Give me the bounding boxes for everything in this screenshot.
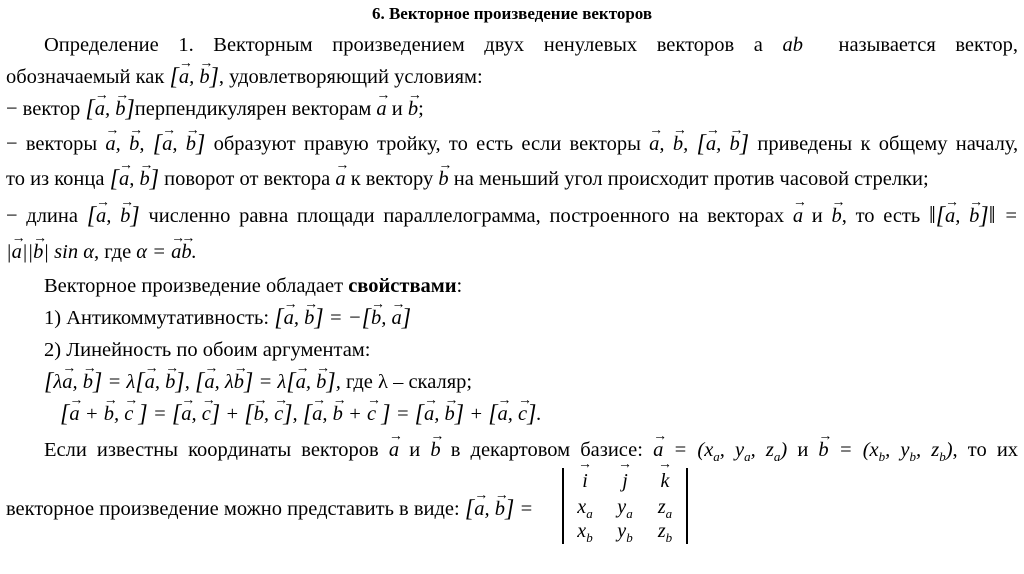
vec-b-c3: → b: [438, 166, 448, 192]
matrix-cell: $y_b$: [617, 520, 633, 545]
c3-end: на меньший угол происходит против часовой стрелки;: [453, 168, 929, 190]
matrix-cell: $x_b$: [577, 520, 593, 545]
c3-mid: поворот от вектора: [164, 168, 331, 190]
condition-3: [6, 166, 1018, 192]
prop-intro-start: Векторное произведение обладает: [44, 275, 344, 297]
coords-and: и: [409, 439, 421, 461]
matrix-row-3: [570, 520, 680, 546]
formula-cross-ab-c4: [→ a, → b]: [87, 205, 140, 227]
vec-b: → b: [408, 96, 418, 122]
formula-cross-ab: [→ a, → b]: [169, 66, 218, 88]
matrix-row-1: [570, 470, 680, 493]
prop-intro-end: :: [456, 275, 463, 297]
vec-a-coords: → a: [389, 437, 399, 463]
formula-anticommutative: [→ a, → b] = −[→ b, → a]: [274, 307, 411, 329]
formula-cross-ab-c1: [→ a, → b]: [85, 98, 134, 120]
property-2-formula-2: [60, 401, 1018, 427]
matrix-cell: → j: [610, 470, 640, 493]
matrix-cell: $z_b$: [657, 520, 673, 545]
condition-5: [6, 239, 1018, 265]
formula-a-coords: → $a = (x_a$, $y_a$, $z_a$): [653, 439, 787, 461]
matrix-cell: → k: [650, 470, 680, 493]
coords-and2: и: [797, 439, 809, 461]
coords-final: [6, 496, 1018, 522]
definition-text-2: обозначаемый как: [6, 66, 165, 88]
coords-end: , то их: [952, 439, 1019, 461]
coords-line: [44, 437, 1018, 470]
condition-1: [6, 96, 1018, 122]
formula-alpha: α = → a→ b.: [136, 241, 196, 263]
property-2: [44, 337, 1018, 363]
c5-where: , где: [94, 241, 132, 263]
formula-ab: ab⃗: [782, 34, 819, 56]
prop-intro-bold: свойствами: [348, 275, 457, 297]
definition-text: Векторным произведением двух ненулевых векторов а: [213, 34, 763, 56]
matrix-row-2: [570, 496, 680, 522]
determinant-matrix: [562, 468, 688, 544]
c4-and: и: [811, 205, 823, 227]
c4-mid: численно равна площади параллелограмма, построенного на векторах: [148, 205, 785, 227]
matrix-cell: → i: [570, 470, 600, 493]
matrix-cell: $z_a$: [657, 496, 673, 521]
c2-start: − векторы: [6, 133, 98, 155]
coords-start: Если известны координаты векторов: [44, 439, 379, 461]
coords-mid: в декартовом базисе:: [450, 439, 643, 461]
vec-a-c4: → a: [793, 203, 803, 229]
c3-start: то из конца: [6, 168, 105, 190]
formula-linear-scalar: [λ→ a, → b] = λ[→ a, → b], [→ a, λ→ b] = λ[→ a, → b],: [44, 371, 341, 393]
formula-triple-1: → a, → b, [→ a, → b]: [105, 133, 205, 155]
formula-cross-ab-c3: [→ a, → b]: [110, 168, 159, 190]
formula-linear-sum: [→ a + → b, → c ] = [→ a, → c] + [→ b, → c], [→ a, → b + → c ] = [→ a, → b] + [→ a, → c].: [60, 403, 542, 425]
definition-line-1: [44, 32, 1018, 58]
vec-a: → a: [376, 96, 386, 122]
c4-start: − длина: [6, 205, 78, 227]
c1-and: и: [391, 98, 403, 120]
definition-text-2-end: , удовлетворяющий условиям:: [218, 66, 483, 88]
c4-end: , то есть: [841, 205, 921, 227]
definition-line-2: [6, 64, 1018, 90]
condition-4: [6, 203, 1018, 229]
matrix-cell: $x_a$: [577, 496, 593, 521]
c3-mid2: к вектору: [350, 168, 434, 190]
definition-label: Определение 1.: [44, 34, 194, 56]
property-2-label: 2) Линейность по обоим аргументам:: [44, 339, 371, 361]
c2-end: приведены к общему началу,: [757, 133, 1019, 155]
vec-a-c3: → a: [335, 166, 345, 192]
formula-norm: ‖[→ a, → b]‖ =: [929, 205, 1018, 227]
c2-mid: образуют правую тройку, то есть если векторы: [213, 133, 641, 155]
coords-final-text: векторное произведение можно представить в виде:: [6, 498, 460, 520]
property-1: [44, 305, 1018, 331]
vec-b-coords: → b: [430, 437, 440, 463]
formula-area: |→ a||→ b| sin α: [6, 241, 94, 263]
c1-mid: перпендикулярен векторам: [134, 98, 372, 120]
property-2-scalar: где λ – скаляр;: [345, 371, 473, 393]
vec-b-c4: → b: [831, 203, 841, 229]
c1-end: ;: [418, 98, 424, 120]
properties-intro: [44, 273, 1018, 299]
property-1-label: 1) Антикоммутативность:: [44, 307, 270, 329]
definition-text-end: называется вектор,: [838, 34, 1019, 56]
formula-b-coords: → $b = (x_b$, $y_b$, $z_b$): [818, 439, 952, 461]
formula-cross-determinant: [→ a, → b] =: [465, 498, 533, 520]
formula-triple-2: → a, → b, [→ a, → b]: [649, 133, 749, 155]
page-title: 6. Векторное произведение векторов: [371, 4, 653, 23]
condition-2: [6, 131, 1018, 157]
c1-start: − вектор: [6, 98, 81, 120]
matrix-cell: $y_a$: [617, 496, 633, 521]
